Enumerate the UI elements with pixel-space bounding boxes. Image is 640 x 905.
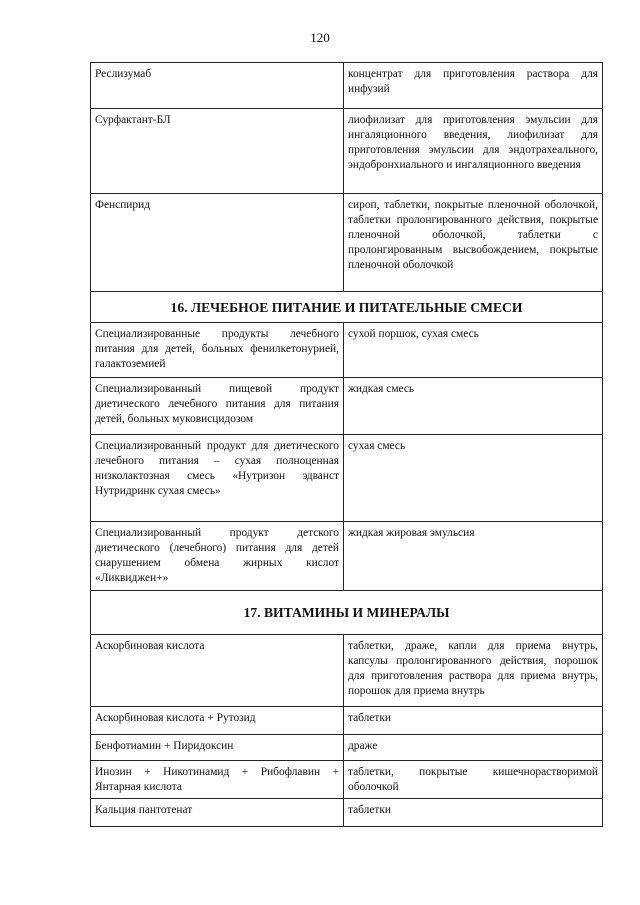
drug-name-cell: Бенфотиамин + Пиридоксин [91,735,344,761]
dosage-form-cell: лиофилизат для приготовления эмульсии для ингаляционного введения, лиофилизат для приготовления эмульсии для эндотрахеального, эндобронхиального и ингаляционного введения [344,109,603,194]
section-header-row [91,292,603,323]
drug-name-cell: Специализированный пищевой продукт диетического лечебного питания для питания детей, больных муковисцидозом [91,378,344,435]
drug-name-cell: Специализированный продукт детского диетического (лечебного) питания для детей снарушением обмена жирных кислот «Ликвиджен+» [91,522,344,591]
table-row [91,522,603,591]
table-row [91,435,603,522]
table-row [91,707,603,735]
table-row [91,761,603,799]
drug-name-cell: Реслизумаб [91,63,344,109]
section-header-row [91,591,603,635]
dosage-form-cell: жидкая смесь [344,378,603,435]
dosage-form-cell: концентрат для приготовления раствора для инфузий [344,63,603,109]
drug-name-cell: Аскорбиновая кислота [91,635,344,707]
dosage-form-cell: сухая смесь [344,435,603,522]
drug-name-cell: Аскорбиновая кислота + Рутозид [91,707,344,735]
drug-name-cell: Специализированные продукты лечебного питания для детей, больных фенилкетонурией, галактоземией [91,323,344,378]
drug-name-cell: Кальция пантотенат [91,799,344,827]
drug-name-cell: Сурфактант-БЛ [91,109,344,194]
dosage-form-cell: таблетки, драже, капли для приема внутрь, капсулы пролонгированного действия, порошок для приготовления раствора для приема внутрь, порошок для приема внутрь [344,635,603,707]
table-row [91,194,603,292]
dosage-form-cell: жидкая жировая эмульсия [344,522,603,591]
dosage-form-cell: сухой поршок, сухая смесь [344,323,603,378]
section-title: 16. ЛЕЧЕБНОЕ ПИТАНИЕ И ПИТАТЕЛЬНЫЕ СМЕСИ [91,292,603,323]
drug-name-cell: Инозин + Никотинамид + Рибофлавин + Янтарная кислота [91,761,344,799]
table-row [91,735,603,761]
page-number: 120 [310,30,330,45]
dosage-form-cell: драже [344,735,603,761]
section-title: 17. ВИТАМИНЫ И МИНЕРАЛЫ [91,591,603,635]
table-row [91,378,603,435]
table-row [91,109,603,194]
dosage-form-cell: таблетки [344,707,603,735]
drug-name-cell: Специализированный продукт для диетического лечебного питания – сухая полноценная низколактозная смесь «Нутризон эдванст Нутридринк сухая смесь» [91,435,344,522]
medication-table [90,62,603,827]
table-row [91,63,603,109]
drug-name-cell: Фенспирид [91,194,344,292]
dosage-form-cell: таблетки, покрытые кишечнорастворимой оболочкой [344,761,603,799]
table-row [91,635,603,707]
dosage-form-cell: сироп, таблетки, покрытые пленочной оболочкой, таблетки пролонгированного действия, покрытые пленочной оболочкой, таблетки с пролонгированным высвобождением, покрытые пленочной оболочкой [344,194,603,292]
table-row [91,323,603,378]
dosage-form-cell: таблетки [344,799,603,827]
table-row [91,799,603,827]
